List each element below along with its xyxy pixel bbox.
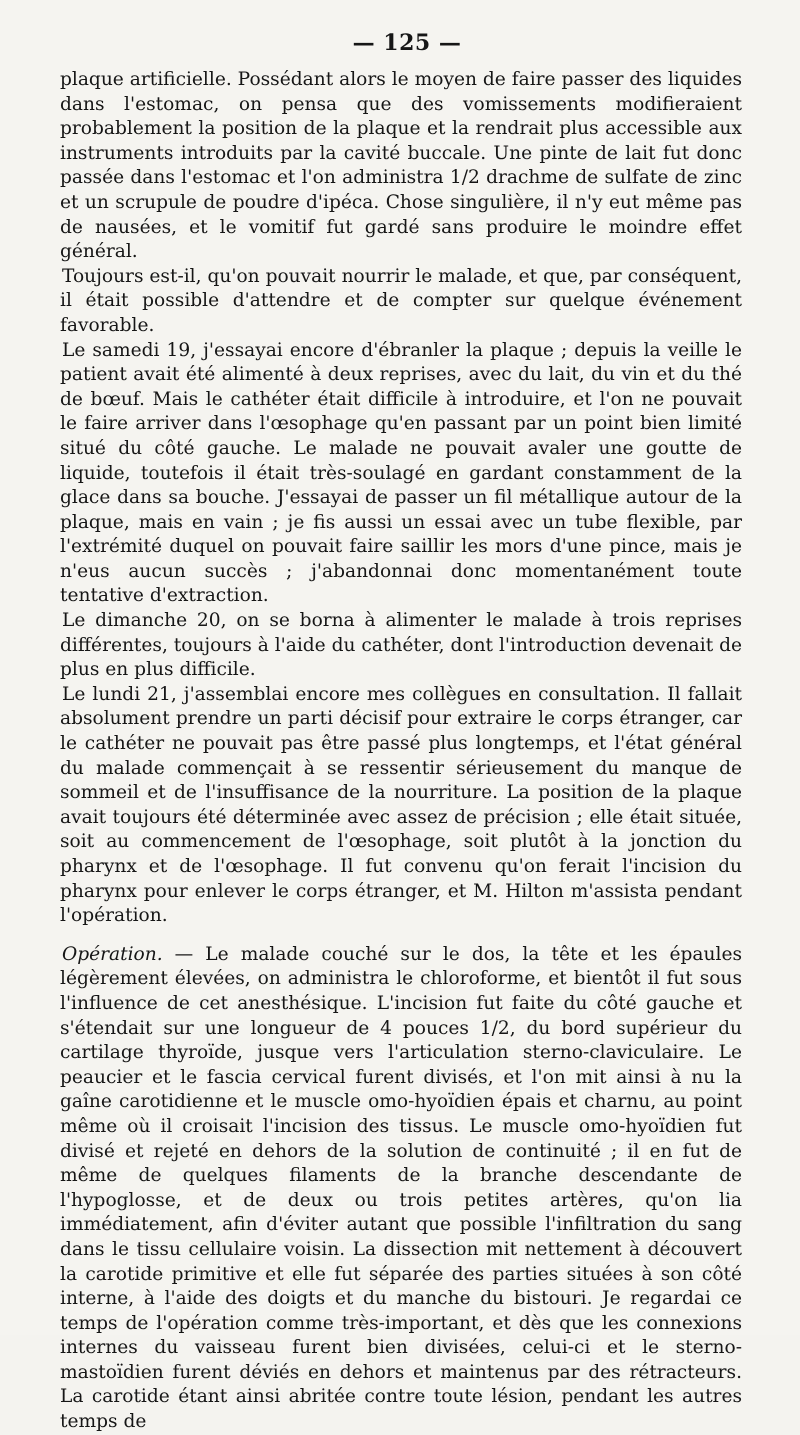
paragraph-5: Le lundi 21, j'assemblai encore mes collègues en consultation. Il fallait absolument prendre un parti décisif pour extraire le corps étranger, car le cathéter ne pouvait pas être passé plus longtemps, et l'état général du malade commençait à se ressentir sérieusement du manque de sommeil et de l'insuffisance de la nourriture. La position de la plaque avait toujours été déterminée avec assez de précision ; elle était située, soit au commencement de l'œsophage, soit plutôt à la jonction du pharynx et de l'œsophage. Il fut convenu qu'on ferait l'incision du pharynx pour enlever le corps étranger, et M. Hilton m'assista pendant l'opération. xyxy=(60,683,742,927)
paragraph-2: Toujours est-il, qu'on pouvait nourrir le malade, et que, par conséquent, il était possible d'attendre et de compter sur quelque événement favorable. xyxy=(60,265,742,336)
operation-paragraph xyxy=(60,943,742,1435)
paragraph-1: plaque artificielle. Possédant alors le moyen de faire passer des liquides dans l'estomac, on pensa que des vomissements modifieraient probablement la position de la plaque et la rendrait plus accessible aux instruments introduits par la cavité buccale. Une pinte de lait fut donc passée dans l'estomac et l'on administra 1/2 drachme de sulfate de zinc et un scrupule de poudre d'ipéca. Chose singulière, il n'y eut même pas de nausées, et le vomitif fut gardé sans produire le moindre effet général. xyxy=(60,69,742,263)
operation-text: — Le malade couché sur le dos, la tête et les épaules légèrement élevées, on administra le chloroforme, et bientôt il fut sous l'influence de cet anesthésique. L'incision fut faite du côté gauche et s'étendait sur une longueur de 4 pouces 1/2, du bord supérieur du cartilage thyroïde, jusque vers l'articulation sterno-claviculaire. Le peaucier et le fascia cervical furent divisés, et l'on mit ainsi à nu la gaîne carotidienne et le muscle omo-hyoïdien épais et charnu, au point même où il croisait l'incision des tissus. Le muscle omo-hyoïdien fut divisé et rejeté en dehors de la solution de continuité ; il en fut de même de quelques filaments de la branche descendante de l'hypoglosse, et de deux ou trois petites artères, qu'on lia immédiatement, afin d'éviter autant que possible l'infiltration du sang dans le tissu cellulaire voisin. La dissection mit nettement à découvert la carotide primitive et elle fut séparée des parties situées à son côté interne, à l'aide des doigts et du manche du bistouri. Je regardai ce temps de l'opération comme très-important, et dès que les connexions internes du vaisseau furent bien divisées, celui-ci et le sterno-mastoïdien furent déviés en dehors et maintenus par des rétracteurs. La carotide étant ainsi abritée contre toute lésion, pendant les autres temps de xyxy=(60,943,742,1433)
operation-heading: Opération. xyxy=(62,943,163,965)
paragraph-3: Le samedi 19, j'essayai encore d'ébranler la plaque ; depuis la veille le patient avait été alimenté à deux reprises, avec du lait, du vin et du thé de bœuf. Mais le cathéter était difficile à introduire, et l'on ne pouvait le faire arriver dans l'œsophage qu'en passant par un point bien limité situé du côté gauche. Le malade ne pouvait avaler une goutte de liquide, toutefois il était très-soulagé en gardant constamment de la glace dans sa bouche. J'essayai de passer un fil métallique autour de la plaque, mais en vain ; je fis aussi un essai avec un tube flexible, par l'extrémité duquel on pouvait faire saillir les mors d'une pince, mais je n'eus aucun succès ; j'abandonnai donc momentanément toute tentative d'extraction. xyxy=(60,339,742,607)
page-number: — 125 — xyxy=(352,30,462,56)
paragraph-4: Le dimanche 20, on se borna à alimenter le malade à trois reprises différentes, toujours à l'aide du cathéter, dont l'introduction devenait de plus en plus difficile. xyxy=(60,610,742,681)
body-text xyxy=(60,68,742,1435)
